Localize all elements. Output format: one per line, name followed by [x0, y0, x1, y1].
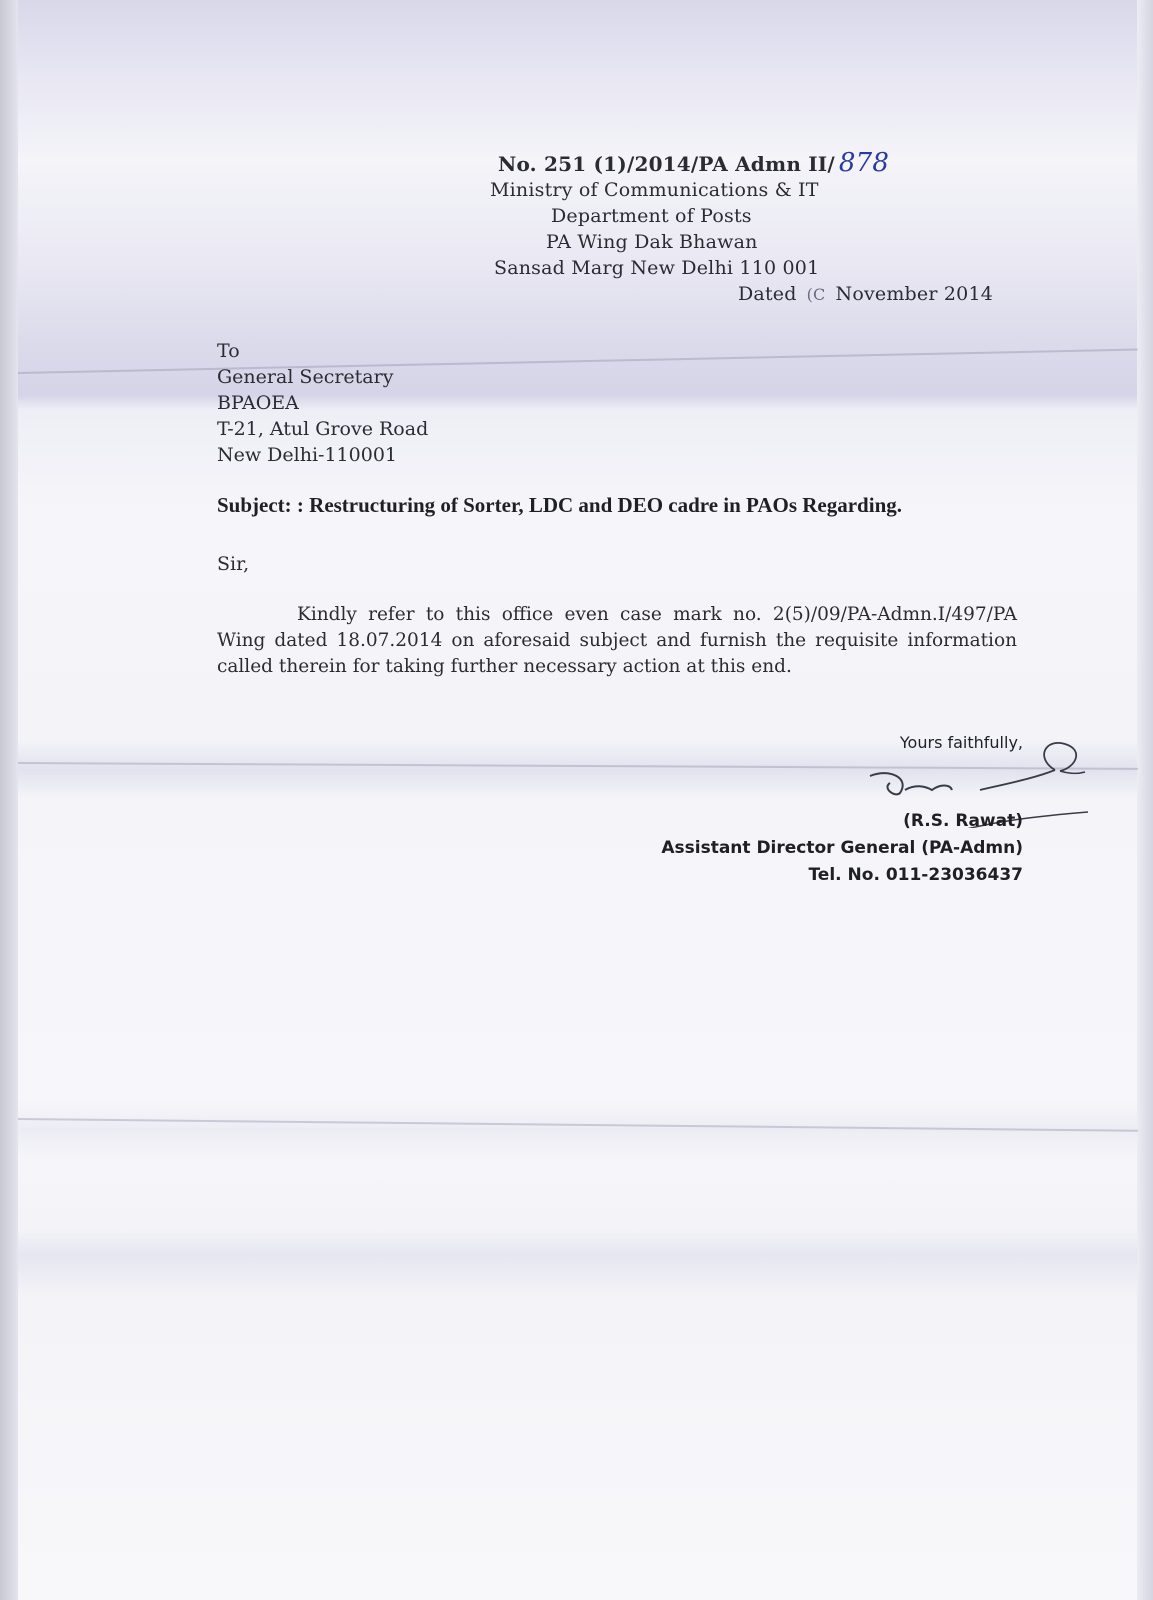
reference-handwritten: 878 — [838, 148, 890, 178]
reference-number — [498, 150, 1030, 177]
scan-edge-right — [1137, 0, 1153, 1600]
subject-line: Subject: : Restructuring of Sorter, LDC and DEO cadre in PAOs Regarding. — [217, 493, 903, 517]
date-month-year: November 2014 — [835, 283, 994, 305]
reference-printed: No. 251 (1)/2014/PA Admn II/ — [498, 152, 835, 176]
signatory-title: Assistant Director General (PA-Admn) — [661, 838, 1023, 858]
closing-phrase: Yours faithfully, — [899, 733, 1023, 752]
recipient-city: New Delhi-110001 — [217, 444, 397, 466]
date-handwritten-day: (C — [806, 285, 826, 304]
office-address: Sansad Marg New Delhi 110 001 — [494, 257, 820, 279]
recipient-designation: General Secretary — [217, 366, 394, 388]
ministry-name: Ministry of Communications & IT — [490, 179, 819, 201]
paper-fold-line — [18, 349, 1138, 374]
scan-edge-left — [0, 0, 18, 1600]
signatory-name: (R.S. Rawat) — [903, 811, 1023, 831]
recipient-address — [217, 338, 428, 468]
recipient-organisation: BPAOEA — [217, 392, 299, 414]
signature-block — [661, 733, 1023, 889]
letter-header — [470, 150, 1030, 308]
date-label: Dated — [738, 283, 797, 305]
recipient-street: T-21, Atul Grove Road — [217, 418, 429, 440]
recipient-to: To — [217, 340, 240, 362]
salutation: Sir, — [217, 553, 250, 575]
department-name: Department of Posts — [551, 205, 752, 227]
body-paragraph: Kindly refer to this office even case mark no. 2(5)/09/PA-Admn.I/497/PA Wing dated 18.07.2014 on aforesaid subject and furnish the requisite information called therein for taking further necessary action at this end. — [217, 604, 1017, 677]
letter-date — [738, 281, 1030, 308]
paper-fold-line — [18, 1118, 1138, 1132]
wing-name: PA Wing Dak Bhawan — [546, 231, 758, 253]
signatory-telephone: Tel. No. 011-23036437 — [808, 865, 1023, 885]
